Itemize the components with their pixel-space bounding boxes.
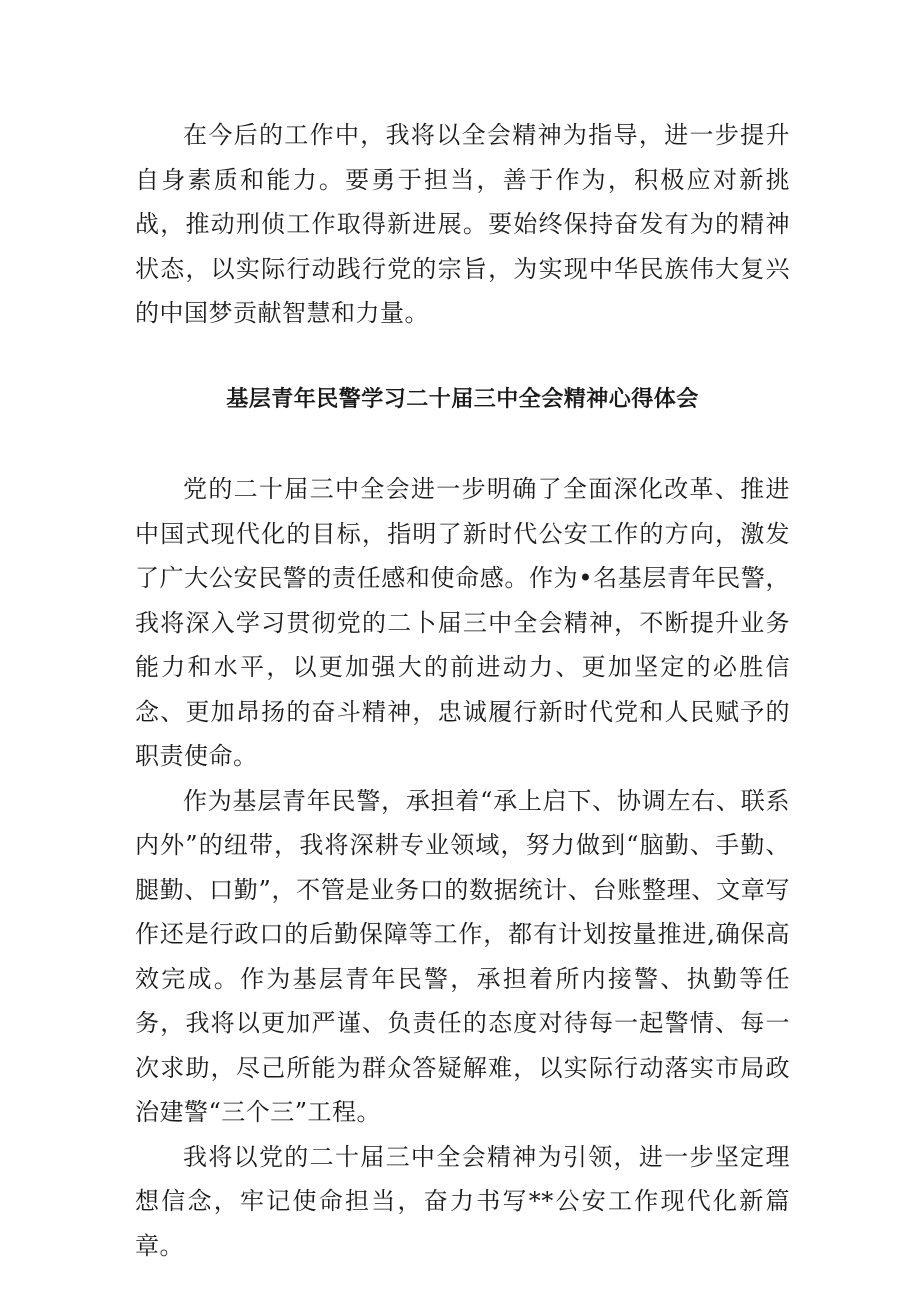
intro-paragraph: 在今后的工作中，我将以全会精神为指导，进一步提升自身素质和能力。要勇于担当，善于作为，积极应对新挑战，推动刑侦工作取得新进展。要始终保持奋发有为的精神状态，以实际行动践行党的宗旨，为实现中华民族伟大复兴的中国梦贡献智慧和力量。: [135, 121, 790, 327]
body-paragraph-3: 我将以党的二十届三中全会精神为引领，进一步坚定理想信念，牢记使命担当，奋力书写**公安工作现代化新篇章。: [135, 1142, 790, 1260]
body-paragraph-2: 作为基层青年民警，承担着“承上启下、协调左右、联系内外”的纽带，我将深耕专业领域，努力做到“脑勤、手勤、腿勤、口勤”，不管是业务口的数据统计、台账整理、文章写作还是行政口的后勤保障等工作，都有计划按量推进,确保高效完成。作为基层青年民警，承担着所内接警、执勤等任务，我将以更加严谨、负责任的态度对待每一起警情、每一次求助，尽己所能为群众答疑解难，以实际行动落实市局政治建警“三个三”工程。: [135, 786, 790, 1126]
article-body: [135, 467, 790, 1268]
body-paragraph-1: 党的二十届三中全会进一步明确了全面深化改革、推进中国式现代化的目标，指明了新时代公安工作的方向，激发了广大公安民警的责任感和使命感。作为•名基层青年民警，我将深入学习贯彻党的二卜届三中全会精神，不断提升业务能力和水平，以更加强大的前进动力、更加坚定的必胜信念、更加昂扬的奋斗精神，忠诚履行新时代党和人民赋予的职责使命。: [135, 475, 790, 770]
intro-section: [135, 113, 790, 336]
article-title: 基层青年民警学习二十届三中全会精神心得体会: [226, 387, 699, 412]
